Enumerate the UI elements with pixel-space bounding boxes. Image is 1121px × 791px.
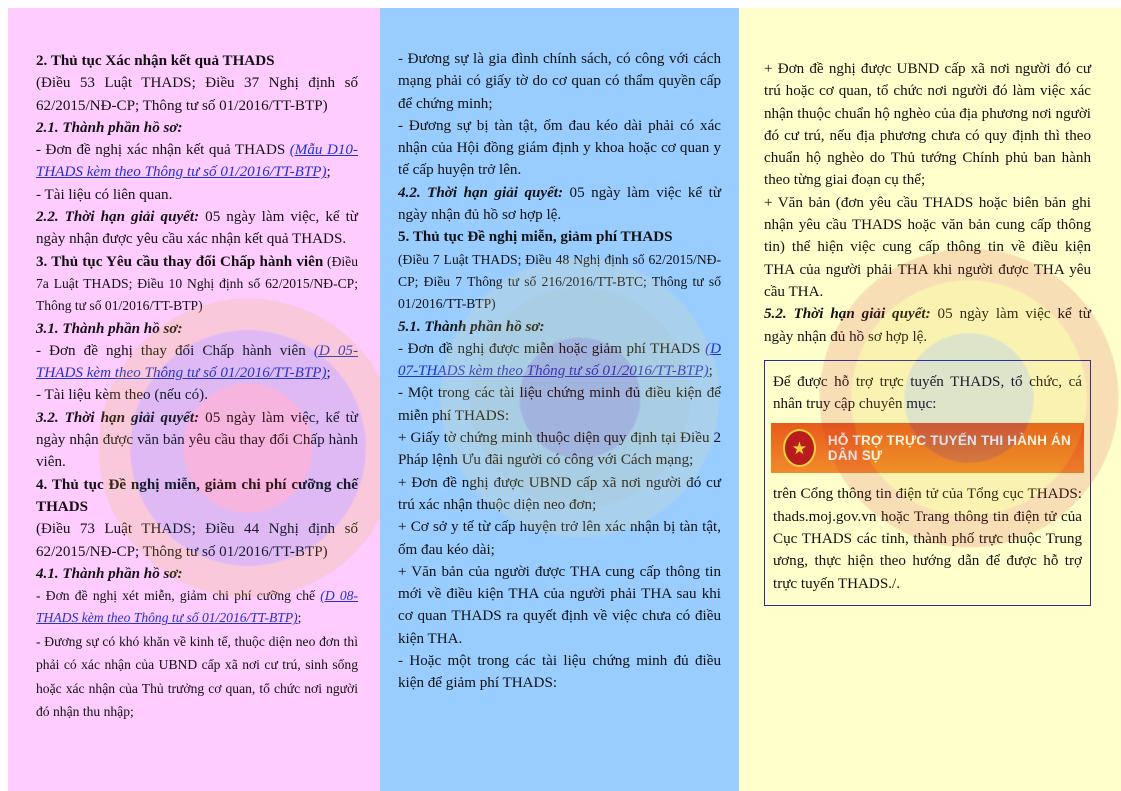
col2-paragraph-7: + Văn bản của người được THA cung cấp thông tin mới về điều kiện THA của người phải THA sau khi cơ quan THADS ra quyết định về việc chưa có điều kiện THA. <box>398 563 721 647</box>
section-2-1-item-2: - Tài liệu có liên quan. <box>36 186 173 203</box>
col3-paragraph-1: + Đơn đề nghị được UBND cấp xã nơi người đó cư trú hoặc cơ quan, tổ chức nơi người đó làm việc xác nhận thuộc chuẩn hộ nghèo của địa phương nơi người đó cư trú, nếu địa phương chưa có quy định thì theo chuẩn hộ nghèo do Thủ tướng Chính phủ ban hành theo từng giai đoạn cụ thể; <box>764 61 1091 189</box>
section-2-1-item-1 <box>36 139 358 184</box>
section-3-2 <box>36 407 358 474</box>
section-4-2-heading: 4.2. Thời hạn giải quyết: <box>398 184 564 201</box>
section-3-basis: (Điều 7a Luật THADS; Điều 10 Nghị định số 62/2015/NĐ-CP; Thông tư số 01/2016/TT-BTP) <box>36 253 358 314</box>
section-4-1-item-1 <box>36 585 358 630</box>
col3-paragraph-2: + Văn bản (đơn yêu cầu THADS hoặc biên bản ghi nhận yêu cầu THADS hoặc văn bản cung cấp thông tin) thể hiện việc cung cấp thông tin về điều kiện THA của người phải THA khi người được THA yêu cầu THA. <box>764 194 1091 300</box>
column-2 <box>380 8 739 791</box>
thads-logo-icon <box>783 429 816 467</box>
form-link-d05[interactable]: (D 05-THADS kèm theo Thông tư số 01/2016/TT-BTP) <box>36 342 358 382</box>
online-support-banner[interactable] <box>771 423 1084 473</box>
section-2-basis: (Điều 53 Luật THADS; Điều 37 Nghị định số 62/2015/NĐ-CP; Thông tư số 01/2016/TT-BTP) <box>36 75 358 114</box>
col2-paragraph-1: - Đương sự là gia đình chính sách, có công với cách mạng phải có giấy tờ do cơ quan có thẩm quyền cấp để chứng minh; <box>398 51 721 112</box>
col2-paragraph-5: + Đơn đề nghị được UBND cấp xã nơi người đó cư trú xác nhận thuộc diện neo đơn; <box>398 474 721 513</box>
item-end: ; <box>297 610 302 626</box>
form-link-d10[interactable]: (Mẫu D10-THADS kèm theo Thông tư số 01/2016/TT-BTP) <box>36 142 358 181</box>
online-support-box <box>764 360 1091 606</box>
item-end: ; <box>708 363 713 380</box>
form-link-d08[interactable]: (D 08-THADS kèm theo Thông tư số 01/2016/TT-BTP) <box>36 588 358 626</box>
section-2-2-text: 05 ngày làm việc, kể từ ngày nhận được yêu cầu xác nhận kết quả THADS. <box>36 209 358 248</box>
col2-paragraph-8: - Hoặc một trong các tài liệu chứng minh đủ điều kiện để giảm phí THADS: <box>398 653 721 692</box>
section-3-1-item-2: - Tài liệu kèm theo (nếu có). <box>36 387 208 404</box>
item-end: ; <box>326 365 331 382</box>
banner-label: HỖ TRỢ TRỰC TUYẾN THI HÀNH ÁN DÂN SỰ <box>827 433 1071 464</box>
section-5-2-heading: 5.2. Thời hạn giải quyết: <box>764 306 931 323</box>
section-3-1-heading: 3.1. Thành phần hồ sơ: <box>36 320 183 337</box>
col2-paragraph-3: - Một trong các tài liệu chứng minh đủ điều kiện để miễn phí THADS: <box>398 385 721 424</box>
section-2-1-heading: 2.1. Thành phần hồ sơ: <box>36 119 183 136</box>
col2-paragraph-6: + Cơ sở y tế từ cấp huyện trở lên xác nhận bị tàn tật, ốm đau kéo dài; <box>398 519 721 558</box>
section-4-1-item-2: - Đương sự có khó khăn về kinh tế, thuộc diện neo đơn thì phải có xác nhận của UBND cấp xã nơi cư trú, sinh sống hoặc xác nhận của Thủ trưởng cơ quan, tổ chức nơi người đó nhận thu nhập; <box>36 633 358 720</box>
item-text: - Đơn đề nghị thay đổi Chấp hành viên <box>36 342 314 359</box>
section-2-2-heading: 2.2. Thời hạn giải quyết: <box>36 209 200 226</box>
column-1 <box>8 8 380 791</box>
item-end: ; <box>326 164 331 181</box>
item-text: - Đơn đề nghị xét miễn, giảm chi phí cưỡng chế <box>36 588 321 604</box>
section-3-1-item-1 <box>36 340 358 385</box>
section-3-2-heading: 3.2. Thời hạn giải quyết: <box>36 409 200 426</box>
section-2-title: 2. Thủ tục Xác nhận kết quả THADS <box>36 53 275 69</box>
section-3-header <box>36 251 358 318</box>
online-support-intro: Để được hỗ trợ trực tuyến THADS, tổ chức, cá nhân truy cập chuyên mục: <box>773 373 1082 413</box>
section-4-title: 4. Thủ tục Đề nghị miễn, giảm chi phí cưỡng chế THADS <box>36 476 358 515</box>
section-5-2 <box>764 303 1091 348</box>
section-3-2-text: 05 ngày làm việc, kể từ ngày nhận được văn bản yêu cầu thay đổi Chấp hành viên. <box>36 409 358 471</box>
section-5-2-text: 05 ngày làm việc kể từ ngày nhận đủ hồ sơ hợp lệ. <box>764 306 1091 345</box>
column-3 <box>739 8 1121 791</box>
col2-paragraph-2: - Đương sự bị tàn tật, ốm đau kéo dài phải có xác nhận của Hội đồng giám định y khoa hoặc cơ quan y tế cấp huyện trở lên. <box>398 117 721 179</box>
section-5-1-item-1 <box>398 338 721 383</box>
online-support-details: trên Cổng thông tin điện tử của Tổng cục THADS: thads.moj.gov.vn hoặc Trang thông tin điện tử của Cục THADS các tỉnh, thành phố trực thuộc Trung ương, thực hiện theo hướng dẫn để được hỗ trợ trực tuyến THADS./. <box>773 486 1082 592</box>
section-2-2 <box>36 206 358 251</box>
form-link-d07[interactable]: (D 07-THADS kèm theo Thông tư số 01/2016/TT-BTP) <box>398 340 721 380</box>
section-4-2-text: 05 ngày làm việc kể từ ngày nhận đủ hồ sơ hợp lệ. <box>398 184 721 224</box>
section-4-basis: (Điều 73 Luật THADS; Điều 44 Nghị định số 62/2015/NĐ-CP; Thông tư số 01/2016/TT-BTP) <box>36 521 358 560</box>
section-5-basis: (Điều 7 Luật THADS; Điều 48 Nghị định số 62/2015/NĐ-CP; Điều 7 Thông tư số 216/2016/TT-BTC; Thông tư số 01/2016/TT-BTP) <box>398 251 721 312</box>
top-margin <box>0 0 1121 8</box>
section-3-title: 3. Thủ tục Yêu cầu thay đổi Chấp hành viên <box>36 253 324 270</box>
section-4-2 <box>398 182 721 227</box>
item-text: - Đơn đề nghị xác nhận kết quả THADS <box>36 142 290 159</box>
section-5-1-heading: 5.1. Thành phần hồ sơ: <box>398 318 545 335</box>
section-4-1-heading: 4.1. Thành phần hồ sơ: <box>36 565 183 582</box>
section-5-title: 5. Thủ tục Đề nghị miễn, giảm phí THADS <box>398 229 673 246</box>
col2-paragraph-4: + Giấy tờ chứng minh thuộc diện quy định tại Điều 2 Pháp lệnh Ưu đãi người có công với Cách mạng; <box>398 430 721 469</box>
item-text: - Đơn đề nghị được miễn hoặc giảm phí THADS <box>398 340 706 357</box>
